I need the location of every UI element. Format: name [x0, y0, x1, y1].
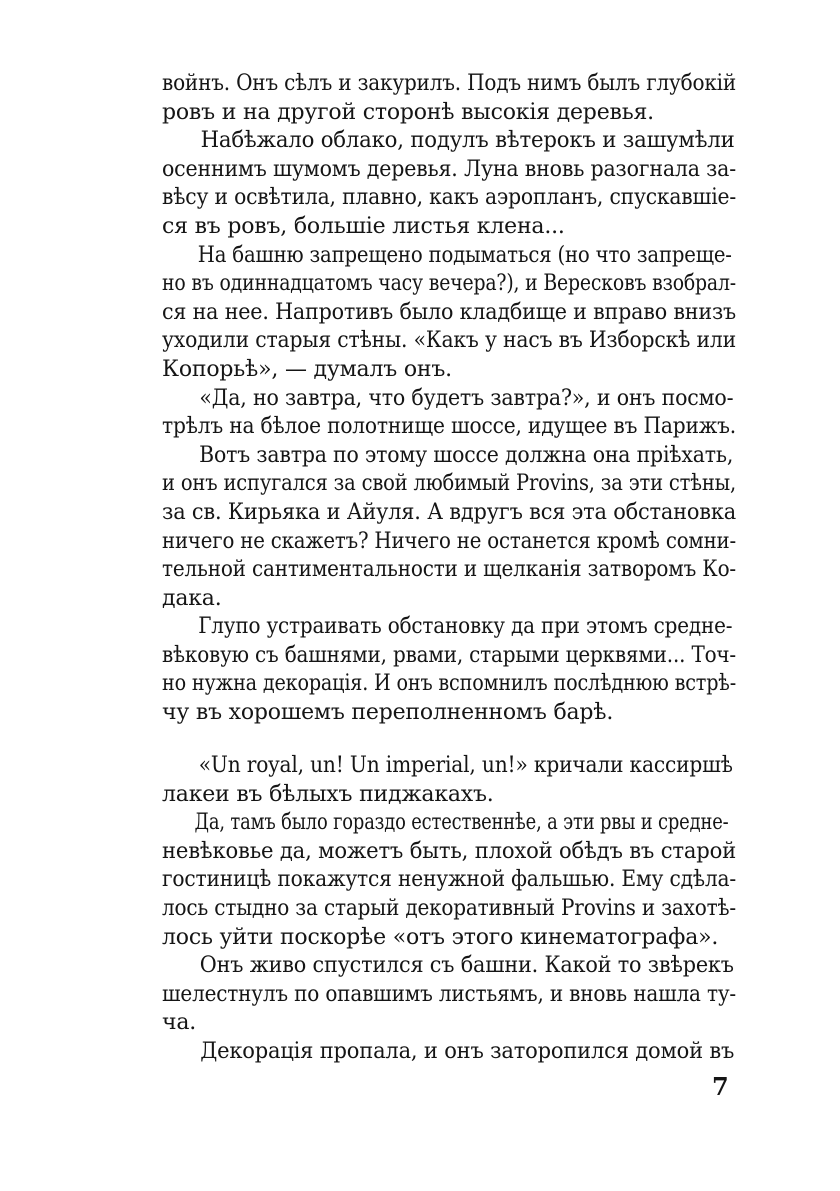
text-line: «Un royal, un! Un imperial, un!» кричали кассиршѣ: [198, 753, 733, 778]
text-line: Декорація пропала, и онъ заторопился домой въ: [200, 1038, 735, 1064]
text-line: ровъ и на другой сторонѣ высокія деревья.: [162, 99, 654, 125]
text-line: ся на нее. Напротивъ было кладбище и вправо внизъ: [162, 299, 736, 325]
text-line: дака.: [162, 585, 222, 611]
text-line: вѣковую съ башнями, рвами, старыми церквями... Точ-: [162, 642, 736, 668]
text-line: шелестнулъ по опавшимъ листьямъ, и вновь нашла ту-: [162, 981, 736, 1007]
text-line: ничего не скажетъ? Ничего не останется кромѣ сомни-: [162, 528, 736, 554]
text-line: невѣковье да, можетъ быть, плохой обѣдъ въ старой: [162, 838, 736, 864]
text-line: Набѣжало облако, подулъ вѣтерокъ и зашумѣли: [200, 128, 735, 154]
text-line: «Да, но завтра, что будетъ завтра?», и онъ посмо-: [199, 385, 734, 411]
text-line: Вотъ завтра по этому шоссе должна она пріѣхать,: [199, 442, 734, 468]
text-line: Онъ живо спустился съ башни. Какой то звѣрекъ: [199, 953, 734, 979]
text-line: Копорьѣ», — думалъ онъ.: [162, 356, 452, 382]
text-line: ся въ ровъ, большіе листья клена...: [162, 213, 565, 239]
text-line: вѣсу и освѣтила, плавно, какъ аэропланъ, спускавшіе-: [162, 185, 736, 211]
text-block-lower: [162, 752, 736, 1067]
text-line: осеннимъ шумомъ деревья. Луна вновь разогнала за-: [162, 156, 736, 182]
text-line: но въ одиннадцатомъ часу вечера?), и Вересковъ взобрал-: [162, 271, 736, 297]
text-line: гостиницѣ покажутся ненужной фальшью. Ему сдѣла-: [162, 867, 736, 893]
text-line: лакеи въ бѣлыхъ пиджакахъ.: [162, 781, 494, 807]
text-line: за св. Кирьяка и Айуля. А вдругъ вся эта обстановка: [162, 499, 736, 525]
text-line: На башню запрещено подыматься (но что запреще-: [197, 242, 732, 268]
text-line: Да, тамъ было гораздо естественнѣе, а эти рвы и средне-: [194, 810, 729, 836]
text-line: трѣлъ на бѣлое полотнище шоссе, идущее въ Парижъ.: [162, 414, 736, 440]
text-block-upper: [162, 70, 736, 728]
text-line: Глупо устраивать обстановку да при этомъ средне-: [198, 614, 733, 640]
text-line: чу въ хорошемъ переполненномъ барѣ.: [162, 700, 614, 726]
text-line: ча.: [162, 1010, 197, 1036]
text-line: лось уйти поскорѣе «отъ этого кинематографа».: [162, 924, 719, 950]
text-line: войнъ. Онъ сѣлъ и закурилъ. Подъ нимъ былъ глубокій: [162, 71, 736, 96]
text-line: и онъ испугался за свой любимый Provins, за эти стѣны,: [162, 471, 736, 497]
page-number: 7: [712, 1072, 729, 1101]
text-line: тельной сантиментальности и щелканія затворомъ Ко-: [162, 557, 736, 583]
text-line: но нужна декорація. И онъ вспомнилъ послѣднюю встрѣ-: [162, 671, 736, 697]
text-line: уходили старыя стѣны. «Какъ у насъ въ Изборскѣ или: [162, 328, 736, 354]
text-line: лось стыдно за старый декоративный Provins и захотѣ-: [162, 895, 736, 921]
